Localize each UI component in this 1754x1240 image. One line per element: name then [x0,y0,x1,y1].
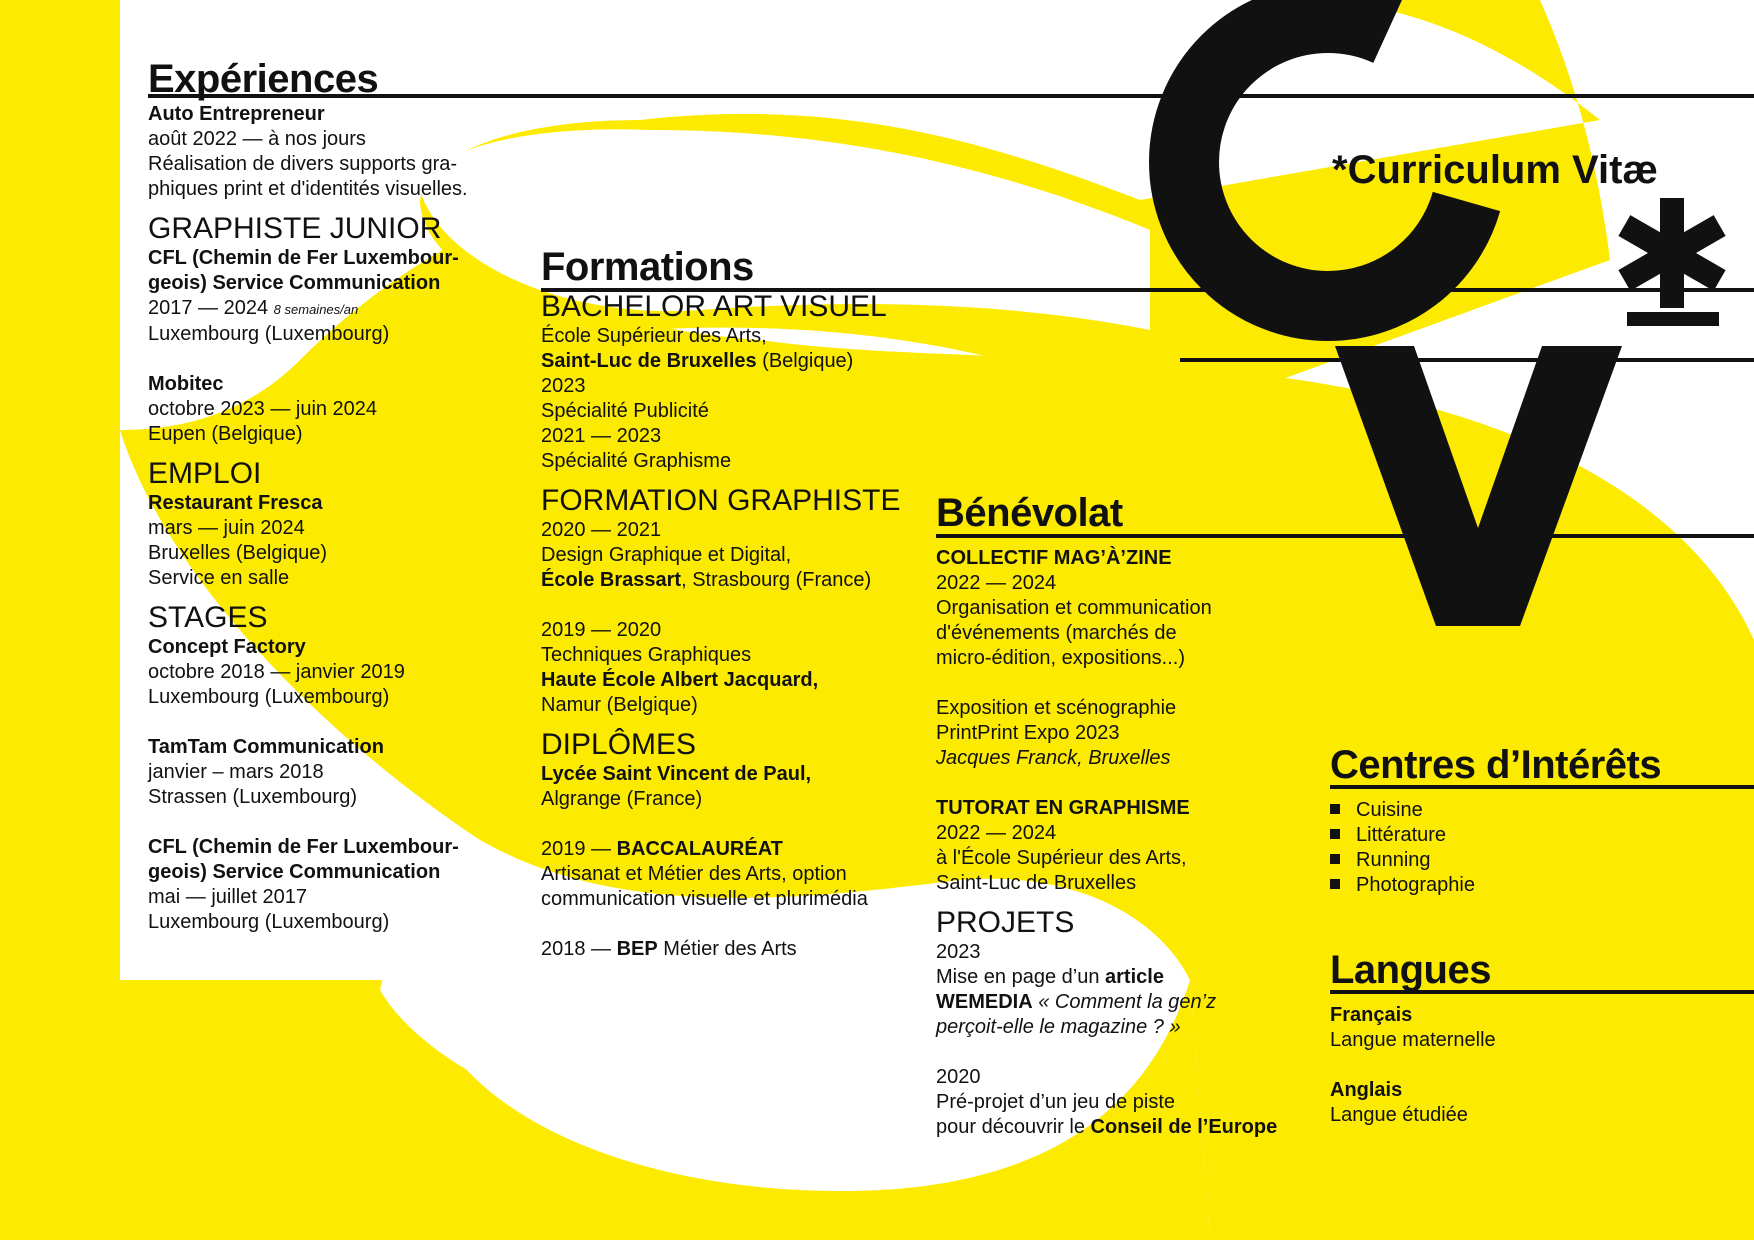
bullet-icon [1330,804,1340,814]
curriculum-vitae-tag: *Curriculum Vitæ [1332,148,1658,192]
form-graphiste-place: Namur (Belgique) [541,694,698,716]
form-graphiste-dates: 2019 — 2020 [541,619,662,641]
logo-asterisk [1618,198,1725,326]
langue-name: Anglais [1330,1079,1403,1101]
langues-column [1330,947,1496,1128]
bullet-icon [1330,879,1340,889]
exp-auto-dates: août 2022 — à nos jours [148,128,366,150]
benevolat-collectif-desc: micro-édition, expositions...) [936,647,1185,669]
form-diplomes-lycee: Lycée Saint Vincent de Paul, [541,763,812,785]
projet-line: pour découvrir le Conseil de l’Europe [936,1116,1278,1138]
stage-place: Luxembourg (Luxembourg) [148,686,390,708]
projet-line: Pré-projet d’un jeu de piste [936,1091,1176,1113]
interet-item: Photographie [1330,873,1661,898]
benevolat-tutorat-dates: 2022 — 2024 [936,822,1057,844]
form-graphiste-course: Techniques Graphiques [541,644,752,666]
form-diplomes-heading: DIPLÔMES [541,728,697,761]
formations-column [541,244,900,962]
bullet-icon [1330,854,1340,864]
benevolat-tutorat-line: Saint-Luc de Bruxelles [936,872,1137,894]
langue-level: Langue maternelle [1330,1029,1496,1051]
form-diplomes-place: Algrange (France) [541,788,703,810]
stage-company: geois) Service Communication [148,861,441,883]
form-bachelor-spec: Spécialité Publicité [541,400,709,422]
section-title-benevolat: Bénévolat [936,491,1123,535]
exp-mobitec-place: Eupen (Belgique) [148,423,303,445]
exp-graphiste-place: Luxembourg (Luxembourg) [148,323,390,345]
projet-line: WEMEDIA « Comment la gen’z [936,991,1217,1013]
interet-item: Running [1330,848,1661,873]
interet-item: Cuisine [1330,798,1661,823]
rule-cv-mid [1180,358,1754,362]
form-diplomes-bep: 2018 — BEP Métier des Arts [541,938,797,960]
form-graphiste-dates: 2020 — 2021 [541,519,662,541]
exp-emploi-dates: mars — juin 2024 [148,517,305,539]
exp-graphiste-dates-note: 8 semaines/an [273,302,359,317]
form-bachelor-school: Saint-Luc de Bruxelles (Belgique) [541,350,854,372]
form-bachelor-heading: BACHELOR ART VISUEL [541,290,887,323]
exp-emploi-role: Service en salle [148,567,290,589]
exp-auto-desc: phiques print et d'identités visuelles. [148,178,468,200]
stage-company: CFL (Chemin de Fer Luxembour- [148,836,459,858]
exp-auto-role: Auto Entrepreneur [148,103,325,125]
benevolat-expo-line: Jacques Franck, Bruxelles [936,747,1171,769]
section-title-interets: Centres d’Intérêts [1330,743,1662,787]
benevolat-tutorat-name: TUTORAT EN GRAPHISME [936,797,1190,819]
exp-emploi-company: Restaurant Fresca [148,492,323,514]
exp-mobitec-company: Mobitec [148,373,224,395]
section-title-langues: Langues [1330,948,1491,992]
stage-dates: mai — juillet 2017 [148,886,307,908]
exp-auto-desc: Réalisation de divers supports gra- [148,153,458,175]
projet-year: 2023 [936,941,981,963]
interets-column [1330,742,1661,898]
section-title-formations: Formations [541,245,754,289]
stage-dates: octobre 2018 — janvier 2019 [148,661,405,683]
benevolat-expo-line: Exposition et scénographie [936,697,1177,719]
exp-stages-heading: STAGES [148,601,268,634]
form-bachelor-school: École Supérieur des Arts, [541,325,767,347]
langue-level: Langue étudiée [1330,1104,1468,1126]
stage-place: Strassen (Luxembourg) [148,786,357,808]
exp-graphiste-dates: 2017 — 2024 8 semaines/an [148,297,359,319]
benevolat-collectif-desc: Organisation et communication [936,597,1212,619]
stage-dates: janvier – mars 2018 [148,761,324,783]
form-graphiste-school: École Brassart, Strasbourg (France) [541,569,872,591]
benevolat-column [936,490,1277,1140]
benevolat-tutorat-line: à l'École Supérieur des Arts, [936,847,1187,869]
stage-company: TamTam Communication [148,736,384,758]
exp-graphiste-company: geois) Service Communication [148,272,441,294]
stage-company: Concept Factory [148,636,306,658]
benevolat-collectif-name: COLLECTIF MAG’À’ZINE [936,547,1172,569]
form-bachelor-year: 2023 [541,375,586,397]
form-graphiste-course: Design Graphique et Digital, [541,544,792,566]
benevolat-expo-line: PrintPrint Expo 2023 [936,722,1120,744]
projet-year: 2020 [936,1066,981,1088]
form-graphiste-heading: FORMATION GRAPHISTE [541,484,901,517]
exp-emploi-heading: EMPLOI [148,457,262,490]
benevolat-collectif-dates: 2022 — 2024 [936,572,1057,594]
langue-name: Français [1330,1004,1413,1026]
exp-mobitec-dates: octobre 2023 — juin 2024 [148,398,378,420]
form-diplomes-bac-desc: Artisanat et Métier des Arts, option [541,863,847,885]
projet-line: Mise en page d’un article [936,966,1164,988]
interet-item: Littérature [1330,823,1661,848]
form-bachelor-spec: Spécialité Graphisme [541,450,732,472]
form-graphiste-school: Haute École Albert Jacquard, [541,669,819,691]
form-diplomes-bac-desc: communication visuelle et plurimédia [541,888,868,910]
exp-graphiste-heading: GRAPHISTE JUNIOR [148,212,442,245]
exp-emploi-place: Bruxelles (Belgique) [148,542,327,564]
section-title-experiences: Expériences [148,57,379,101]
benevolat-projets-heading: PROJETS [936,906,1075,939]
form-diplomes-bac: 2019 — BACCALAURÉAT [541,838,783,860]
stage-place: Luxembourg (Luxembourg) [148,911,390,933]
benevolat-collectif-desc: d'événements (marchés de [936,622,1177,644]
exp-graphiste-company: CFL (Chemin de Fer Luxembour- [148,247,459,269]
form-bachelor-year: 2021 — 2023 [541,425,662,447]
experiences-column [148,56,468,935]
bullet-icon [1330,829,1340,839]
projet-line: perçoit-elle le magazine ? » [936,1016,1181,1038]
